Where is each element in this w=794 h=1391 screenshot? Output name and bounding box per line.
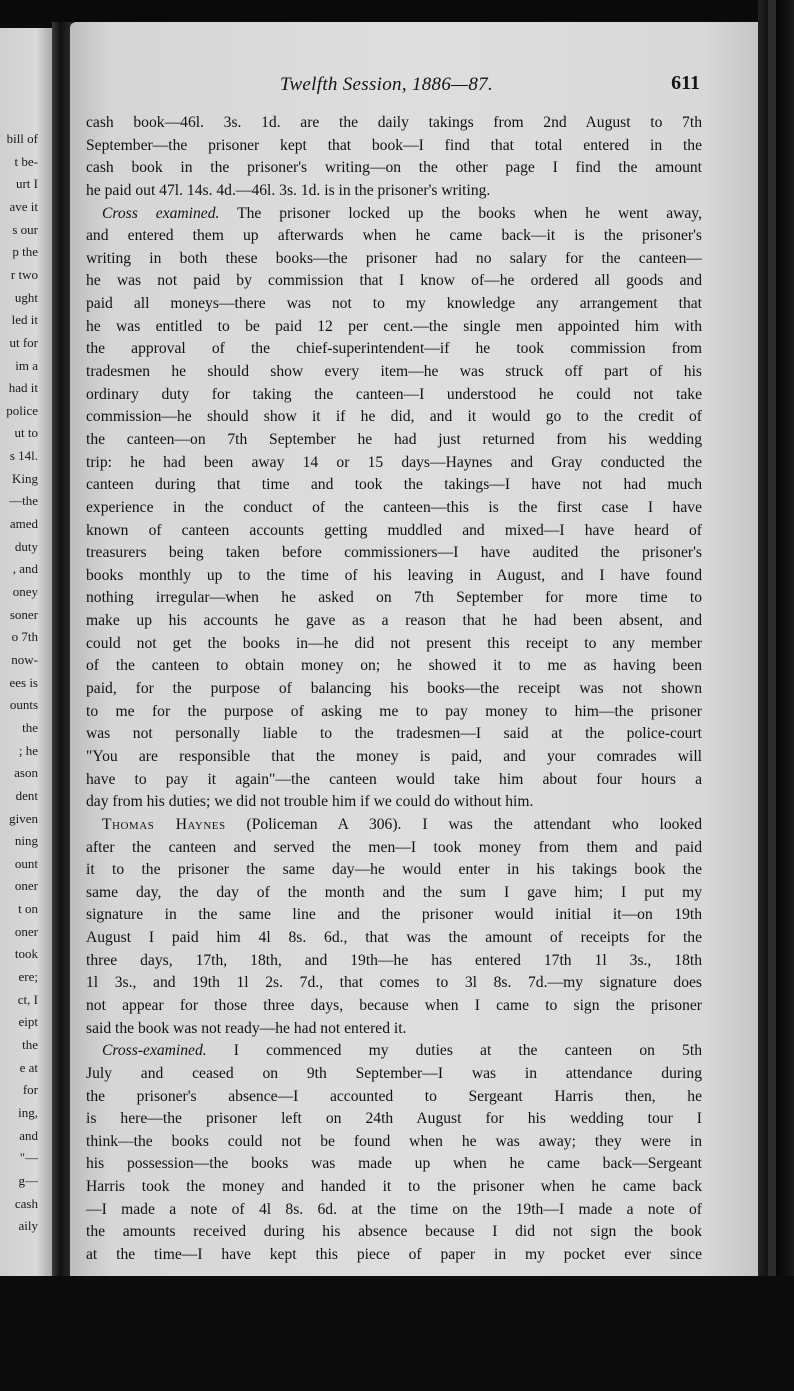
line-text: July and ceased on 9th September—I was in attendance during xyxy=(86,1064,702,1082)
line-text: signature in the same line and the prisoner would initial it—on 19th xyxy=(86,906,702,924)
line-text: not appear for those three days, because when I came to sign the prisoner xyxy=(86,996,702,1014)
page-stack-edge xyxy=(768,0,776,1280)
text-line xyxy=(86,972,702,995)
text-line xyxy=(86,565,702,588)
margin-fragment: and xyxy=(19,1127,38,1143)
margin-fragment: aily xyxy=(18,1218,38,1234)
text-line xyxy=(86,678,702,701)
text-line xyxy=(86,633,702,656)
text-line xyxy=(86,316,702,339)
text-line xyxy=(86,1199,702,1222)
line-text: 1l 3s., and 19th 1l 2s. 7d., that comes to 3l 8s. 7d.—my signature does xyxy=(86,974,702,992)
margin-fragment: —the xyxy=(9,493,38,509)
margin-fragment: ounts xyxy=(9,697,38,713)
line-text: cash book—46l. 3s. 1d. are the daily takings from 2nd August to 7th xyxy=(86,114,702,131)
margin-fragment: ught xyxy=(14,289,38,305)
text-line xyxy=(86,157,702,180)
line-lead: Thomas Haynes xyxy=(102,815,226,833)
line-text: paid, for the purpose of balancing his books—the receipt was not shown xyxy=(86,680,702,698)
line-text: make up his accounts he gave as a reason that he had been absent, and xyxy=(86,612,702,630)
text-line xyxy=(86,474,702,497)
margin-fragment: ount xyxy=(14,855,38,871)
line-text: trip: he had been away 14 or 15 days—Haynes and Gray conducted the xyxy=(86,453,702,471)
margin-fragment: s 14l. xyxy=(9,448,38,464)
margin-fragment: King xyxy=(12,470,38,486)
margin-fragment: ; he xyxy=(18,742,38,758)
text-line xyxy=(86,270,702,293)
text-line xyxy=(86,791,702,814)
text-line xyxy=(86,859,702,882)
line-text: ordinary duty for taking the canteen—I understood he could not take xyxy=(86,385,702,403)
line-text: he was entitled to be paid 12 per cent.—the single men appointed him with xyxy=(86,317,702,335)
margin-fragment: duty xyxy=(14,538,38,554)
line-text: tradesmen he should show every item—he was struck off part of his xyxy=(86,363,702,381)
margin-fragment: t on xyxy=(18,901,38,917)
line-text: to me for the purpose of asking me to pay money to him—the prisoner xyxy=(86,702,702,720)
margin-fragment: police xyxy=(6,402,38,418)
text-line xyxy=(86,497,702,520)
text-line xyxy=(86,1153,702,1176)
facing-page-edge xyxy=(0,28,52,1278)
line-text: the canteen—on 7th September he had just returned from his wedding xyxy=(86,430,702,448)
line-text: it to the prisoner the same day—he would enter in his takings book the xyxy=(86,861,702,879)
margin-fragment: "— xyxy=(19,1150,38,1166)
margin-fragment: g— xyxy=(18,1172,38,1188)
margin-fragment: ere; xyxy=(18,969,38,985)
margin-fragment: , and xyxy=(12,561,38,577)
line-text: he was not paid by commission that I know of—he ordered all goods and xyxy=(86,272,702,290)
text-line xyxy=(86,1063,702,1086)
line-text: said the book was not ready—he had not entered it. xyxy=(86,1019,407,1037)
text-line xyxy=(86,837,702,860)
text-line xyxy=(86,723,702,746)
margin-fragment: dent xyxy=(15,787,38,803)
line-text: paid all moneys—there was not to my knowledge any arrangement that xyxy=(86,295,702,313)
text-line xyxy=(86,1086,702,1109)
text-line xyxy=(86,384,702,407)
text-line xyxy=(86,769,702,792)
margin-fragment: ct, I xyxy=(17,991,38,1007)
page-header xyxy=(280,70,700,100)
margin-fragment: e at xyxy=(19,1059,38,1075)
line-text: the prisoner's absence—I accounted to Sergeant Harris then, he xyxy=(86,1087,702,1105)
line-text: I commenced my duties at the canteen on 5th xyxy=(206,1042,702,1060)
scan-top-border xyxy=(0,0,794,22)
line-text: his possession—the books was made up when he came back—Sergeant xyxy=(86,1155,702,1173)
text-line xyxy=(86,225,702,248)
margin-fragment: urt I xyxy=(15,176,38,192)
line-text: cash book in the prisoner's writing—on the other page I find the amount xyxy=(86,159,702,177)
text-line xyxy=(86,950,702,973)
line-text: known of canteen accounts getting muddled and mixed—I have heard of xyxy=(86,521,702,539)
text-line xyxy=(86,406,702,429)
margin-fragment: oner xyxy=(14,923,38,939)
line-text: the approval of the chief-superintendent—if he took commission from xyxy=(86,340,702,358)
text-line xyxy=(86,610,702,633)
line-text: the amounts received during his absence because I did not sign the book xyxy=(86,1223,702,1241)
margin-fragment: given xyxy=(9,810,38,826)
line-text: at the time—I have kept this piece of paper in my pocket ever since xyxy=(86,1246,702,1264)
line-text: —I made a note of 4l 8s. 6d. at the time on the 19th—I made a note of xyxy=(86,1200,702,1218)
line-text: could not get the books in—he did not present this receipt to any member xyxy=(86,634,702,652)
line-text: think—the books could not be found when he was away; they were in xyxy=(86,1132,702,1150)
running-head: Twelfth Session, 1886—87. xyxy=(280,74,493,95)
margin-fragment: ave it xyxy=(9,198,38,214)
line-lead: Cross examined. xyxy=(102,204,220,222)
line-lead: Cross-examined. xyxy=(102,1042,207,1060)
text-line xyxy=(86,112,702,135)
line-text: August I paid him 4l 8s. 6d., that was the amount of receipts for the xyxy=(86,929,702,947)
margin-fragment: im a xyxy=(15,357,38,373)
text-line xyxy=(86,338,702,361)
margin-fragment: soner xyxy=(9,606,38,622)
text-line xyxy=(86,904,702,927)
line-text: books monthly up to the time of his leaving in August, and I have found xyxy=(86,566,702,584)
text-line xyxy=(86,1176,702,1199)
margin-fragment: took xyxy=(14,946,38,962)
line-text: (Policeman A 306). I was the attendant who looked xyxy=(225,815,702,833)
line-text: canteen during that time and took the takings—I have not had much xyxy=(86,476,702,494)
line-text: after the canteen and served the men—I took money from them and paid xyxy=(86,838,702,856)
margin-fragment: ut for xyxy=(9,334,38,350)
line-text: treasurers being taken before commissioners—I have audited the prisoner's xyxy=(86,544,702,562)
text-line xyxy=(86,655,702,678)
text-line xyxy=(86,203,702,226)
line-text: three days, 17th, 18th, and 19th—he has entered 17th 1l 3s., 18th xyxy=(86,951,702,969)
text-line xyxy=(86,180,702,203)
margin-fragment: had it xyxy=(8,380,38,396)
line-text: The prisoner locked up the books when he went away, xyxy=(219,204,702,222)
line-text: experience in the conduct of the canteen—this is the first case I have xyxy=(86,498,702,516)
text-line xyxy=(86,1108,702,1131)
text-line xyxy=(86,1244,702,1267)
line-text: same day, the day of the month and the sum I gave him; I put my xyxy=(86,883,702,901)
text-line xyxy=(86,1131,702,1154)
book-gutter xyxy=(52,22,72,1282)
line-text: day from his duties; we did not trouble him if we could do without him. xyxy=(86,793,534,811)
margin-fragment: oney xyxy=(12,584,38,599)
text-line xyxy=(86,587,702,610)
margin-fragment: s our xyxy=(12,221,38,237)
line-text: nothing irregular—when he asked on 7th September for more time to xyxy=(86,589,702,607)
line-text: was not personally liable to the tradesmen—I said at the police-court xyxy=(86,725,702,743)
text-line xyxy=(86,361,702,384)
text-line xyxy=(86,1040,702,1063)
margin-fragment: the xyxy=(22,1037,38,1052)
page-number: 611 xyxy=(671,72,700,94)
text-line xyxy=(86,882,702,905)
line-text: of the canteen to obtain money on; he showed it to me as having been xyxy=(86,657,702,675)
line-text: have to pay it again"—the canteen would take him about four hours a xyxy=(86,770,702,788)
scan-right-border xyxy=(758,0,794,1391)
margin-fragment: eipt xyxy=(18,1014,38,1030)
text-line xyxy=(86,814,702,837)
margin-fragment: o 7th xyxy=(11,629,38,645)
line-text: writing in both these books—the prisoner had no salary for the canteen— xyxy=(86,249,702,267)
text-line xyxy=(86,927,702,950)
text-line xyxy=(86,248,702,271)
margin-fragment: r two xyxy=(10,266,38,282)
margin-fragment: the xyxy=(22,719,38,735)
margin-fragment: ason xyxy=(14,765,38,781)
margin-fragment: oner xyxy=(14,878,38,894)
scan-bottom-border xyxy=(0,1276,794,1391)
text-line xyxy=(86,1221,702,1244)
text-line xyxy=(86,429,702,452)
margin-fragment: ing, xyxy=(18,1104,38,1120)
text-line xyxy=(86,1018,702,1041)
margin-fragment: bill of xyxy=(6,131,38,146)
margin-fragment: ut to xyxy=(14,425,38,441)
line-text: September—the prisoner kept that book—I find that total entered in the xyxy=(86,136,702,154)
text-line xyxy=(86,746,702,769)
line-text: is here—the prisoner left on 24th August for his wedding tour I xyxy=(86,1110,702,1128)
text-line xyxy=(86,135,702,158)
margin-fragment: for xyxy=(22,1082,38,1098)
margin-fragment: p the xyxy=(12,244,38,260)
text-line xyxy=(86,995,702,1018)
text-line xyxy=(86,452,702,475)
line-text: he paid out 47l. 14s. 4d.—46l. 3s. 1d. is in the prisoner's writing. xyxy=(86,181,491,199)
margin-fragment: now- xyxy=(11,651,38,667)
margin-fragment: amed xyxy=(9,516,38,532)
body-text xyxy=(86,112,702,1267)
line-text: Harris took the money and handed it to the prisoner when he came back xyxy=(86,1178,702,1196)
margin-fragment: cash xyxy=(14,1195,38,1211)
text-line xyxy=(86,293,702,316)
line-text: and entered them up afterwards when he came back—it is the prisoner's xyxy=(86,227,702,245)
text-line xyxy=(86,542,702,565)
line-text: commission—he should show it if he did, and it would go to the credit of xyxy=(86,408,702,426)
line-text: "You are responsible that the money is paid, and your comrades will xyxy=(86,747,702,765)
text-line xyxy=(86,520,702,543)
margin-fragment: t be- xyxy=(14,153,38,169)
text-line xyxy=(86,701,702,724)
margin-fragment: led it xyxy=(11,312,38,328)
margin-fragment: ees is xyxy=(9,674,38,690)
margin-fragment: ning xyxy=(14,833,38,849)
